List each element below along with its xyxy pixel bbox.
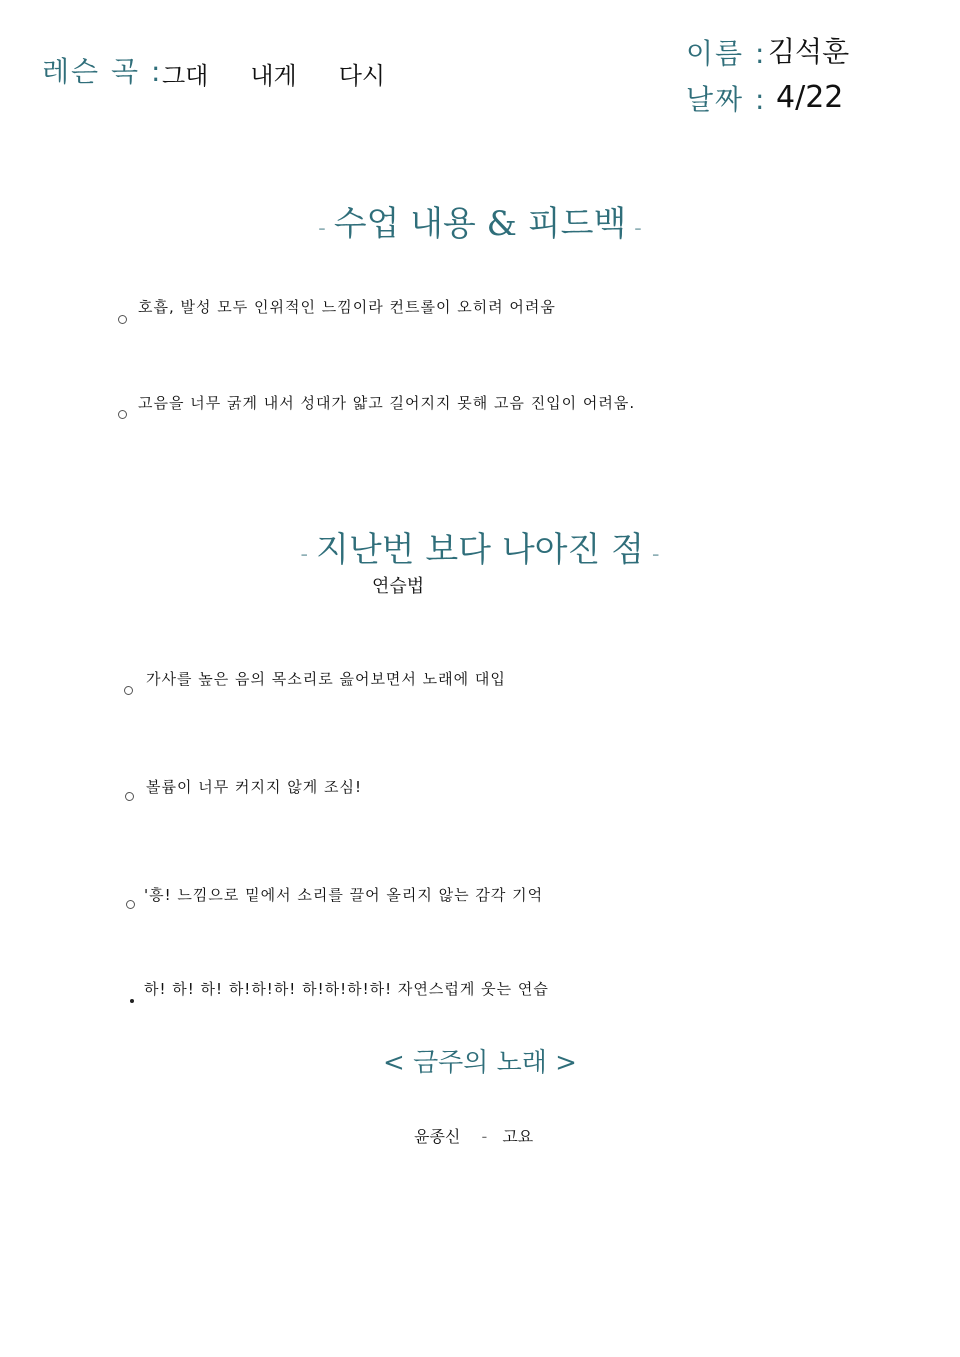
improvement-subtitle: 연습법 bbox=[372, 576, 425, 597]
bullet-icon bbox=[118, 410, 127, 419]
weekly-song-heading: < 금주의 노래 > bbox=[383, 1048, 577, 1078]
bullet-icon bbox=[125, 792, 134, 801]
heading-dash-left: - bbox=[300, 542, 308, 567]
improvement-title: 지난번 보다 나아진 점 bbox=[315, 530, 645, 570]
weekly-song-line bbox=[414, 1124, 533, 1147]
heading-dash-left: - bbox=[318, 216, 326, 241]
song-label: 레슨 곡 : bbox=[42, 55, 163, 88]
weekly-song-separator: - bbox=[481, 1127, 488, 1146]
improvement-heading bbox=[0, 522, 960, 571]
song-word: 내게 bbox=[250, 62, 297, 90]
name-value: 김석훈 bbox=[768, 35, 850, 68]
bullet-icon bbox=[124, 686, 133, 695]
improvement-item: 볼륨이 너무 커지지 않게 조심! bbox=[146, 778, 362, 796]
song-word: 그대 bbox=[162, 62, 209, 90]
feedback-item: 고음을 너무 굵게 내서 성대가 얇고 길어지지 못해 고음 진입이 어려움. bbox=[138, 394, 636, 412]
improvement-item: 가사를 높은 음의 목소리로 읊어보면서 노래에 대입 bbox=[146, 670, 506, 688]
song-title bbox=[162, 56, 407, 91]
name-label: 이름 : bbox=[686, 37, 767, 70]
improvement-item: 하! 하! 하! 하!하!하! 하!하!하!하! 자연스럽게 웃는 연습 bbox=[144, 980, 549, 998]
feedback-item: 호흡, 발성 모두 인위적인 느낌이라 컨트롤이 오히려 어려움 bbox=[138, 298, 556, 316]
date-label: 날짜 : bbox=[686, 83, 767, 116]
improvement-item: '흥! 느낌으로 밑에서 소리를 끌어 올리지 않는 감각 기억 bbox=[144, 886, 544, 904]
weekly-song-title: 고요 bbox=[502, 1127, 534, 1146]
dot-icon bbox=[130, 999, 134, 1003]
heading-dash-right: - bbox=[652, 542, 660, 567]
bullet-icon bbox=[126, 900, 135, 909]
feedback-heading bbox=[0, 196, 960, 245]
bullet-icon bbox=[118, 315, 127, 324]
feedback-title: 수업 내용 & 피드백 bbox=[333, 204, 627, 244]
song-word: 다시 bbox=[338, 62, 386, 90]
heading-dash-right: - bbox=[634, 216, 642, 241]
weekly-song-artist: 윤종신 bbox=[414, 1127, 461, 1146]
date-value: 4/22 bbox=[776, 80, 844, 115]
